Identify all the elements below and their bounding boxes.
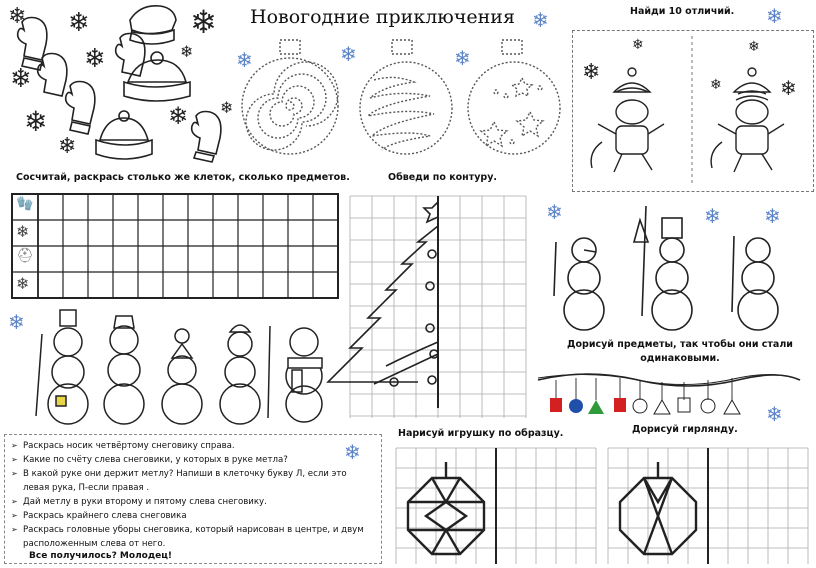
caption-draw-toy: Нарисуй игрушку по образцу. <box>398 428 564 439</box>
snowflake-icon: ❄ <box>68 8 90 38</box>
caption-finish-items-text: Дорисуй предметы, так чтобы они стали одинаковыми. <box>567 339 793 364</box>
snowflake-icon: ❄ <box>766 402 783 426</box>
snowflake-icon: ❄ <box>710 77 722 93</box>
snowflake-icon: ❄ <box>748 39 760 55</box>
ornament-trace-3 <box>466 36 576 166</box>
count-table <box>12 192 342 300</box>
final-note: Все получилось? Молодец! <box>29 551 172 561</box>
caption-count: Сосчитай, раскрась столько же клеток, сколько предметов. <box>16 172 350 183</box>
instructions-box <box>4 434 382 564</box>
mittens-hats-illustration <box>0 0 260 170</box>
instruction-item: ➢ В какой руке они держит метлу? Напиши в клеточку букву Л, если это левая рука, П-если правая . <box>11 467 375 495</box>
snowmen-finish <box>548 206 808 326</box>
snowflake-icon: ❄ <box>8 4 27 29</box>
snowflake-icon: ❄ <box>236 48 253 72</box>
raccoon-pictures <box>572 30 812 190</box>
snowflake-icon: ❄ <box>454 46 471 70</box>
snowflake-icon: ❄ <box>58 134 77 159</box>
toy-grid-1 <box>396 448 596 566</box>
snowflake-icon: ❄ <box>8 310 25 334</box>
snowflake-icon: ❄ <box>24 105 48 138</box>
snowflake-icon: ❄ <box>340 42 357 66</box>
snowflake-icon: ❄ <box>764 204 781 228</box>
instruction-item: ➢ Какие по счёту слева снеговики, у которых в руке метла? <box>11 453 375 467</box>
snowflake-icon: ❄ <box>704 204 721 228</box>
snowflake-icon: ❄ <box>344 440 361 464</box>
caption-trace: Обведи по контуру. <box>388 172 498 183</box>
snowflake-icon: ❄ <box>532 8 549 32</box>
snowflake-icon: ❄ <box>582 60 601 85</box>
instruction-item: ➢ Раскрась крайнего слева снеговика <box>11 509 375 523</box>
snowflake-icon: ❄ <box>766 4 783 28</box>
count-row-snowflake-icon: ❄ <box>16 274 30 293</box>
snowflake-icon: ❄ <box>180 42 194 61</box>
page-title: Новогодние приключения <box>250 6 515 28</box>
ornament-trace-1 <box>240 36 350 166</box>
toy-grid-2 <box>608 448 808 566</box>
count-row-snowflake-icon: ❄ <box>16 222 30 241</box>
caption-differences: Найди 10 отличий. <box>630 6 735 17</box>
tree-grid <box>350 196 530 420</box>
instruction-item: ➢ Раскрась головные уборы снеговика, который нарисован в центре, и двум расположенным слева от него. <box>11 523 375 551</box>
ornament-trace-2 <box>352 36 462 166</box>
instruction-item: ➢ Дай метлу в руки второму и пятому слева снеговику. <box>11 495 375 509</box>
snowflake-icon: ❄ <box>780 76 797 100</box>
snowflake-icon: ❄ <box>84 44 106 74</box>
snowflake-icon: ❄ <box>10 64 32 94</box>
snowmen-row <box>30 306 340 426</box>
instruction-item: ➢ Раскрась носик четвёртому снеговику справа. <box>11 439 375 453</box>
caption-finish-items <box>560 338 800 366</box>
count-row-hat-icon: ⛑ <box>16 248 34 264</box>
snowflake-icon: ❄ <box>220 98 234 117</box>
snowflake-icon: ❄ <box>632 37 644 53</box>
count-row-mitten-icon: 🧤 <box>16 196 34 212</box>
instructions-list <box>11 439 375 551</box>
snowflake-icon: ❄ <box>168 102 189 130</box>
snowflake-icon: ❄ <box>190 3 217 41</box>
snowflake-icon: ❄ <box>546 200 563 224</box>
caption-finish-garland: Дорисуй гирлянду. <box>632 424 738 435</box>
